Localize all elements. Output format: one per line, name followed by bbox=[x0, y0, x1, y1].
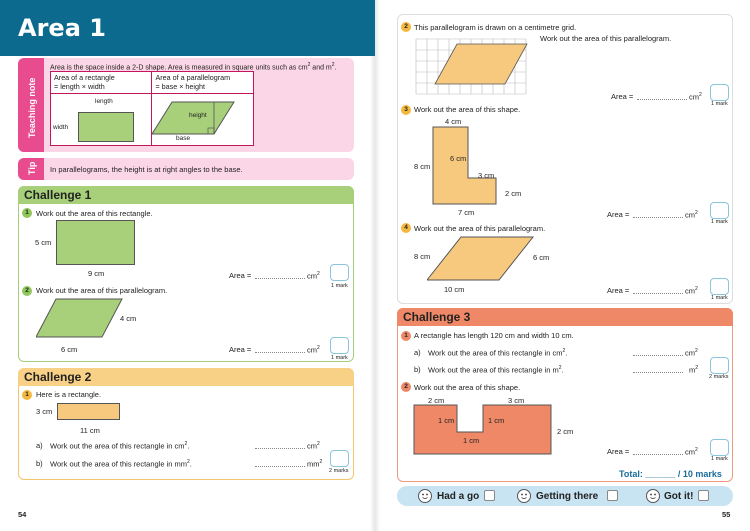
l-top-label: 4 cm bbox=[445, 117, 462, 126]
answer-label: Area = bbox=[229, 271, 252, 280]
c2-part-b: Work out the area of this rectangle in $mm^2$. bbox=[50, 459, 192, 469]
mark-label: 1 mark bbox=[711, 219, 728, 225]
title-text: Area 1 bbox=[18, 14, 106, 42]
unit-text: m bbox=[689, 365, 696, 375]
l-step-label: 2 cm bbox=[505, 189, 522, 198]
mark-box[interactable] bbox=[330, 264, 349, 281]
rect-diagram bbox=[78, 112, 134, 142]
intro-text: Area is the space inside a 2-D shape. Area is measured in square units such as cm bbox=[50, 64, 308, 72]
unit-cm2: $cm^2$ bbox=[685, 286, 698, 296]
mark-box[interactable] bbox=[330, 450, 349, 467]
c2-q1-text: Here is a rectangle. bbox=[36, 390, 102, 399]
unit-cm2: $cm^2$ bbox=[307, 441, 320, 451]
answer-label: Area = bbox=[607, 210, 630, 219]
c1-height-label: 5 cm bbox=[35, 238, 52, 247]
had-a-go-checkbox[interactable] bbox=[484, 490, 495, 501]
getting-there-checkbox[interactable] bbox=[607, 490, 618, 501]
part-b-label: b) bbox=[414, 365, 421, 374]
base-label: base bbox=[176, 135, 191, 142]
c1-width-label: 9 cm bbox=[88, 269, 105, 278]
mark-box[interactable] bbox=[710, 439, 729, 456]
para-formula bbox=[152, 72, 254, 94]
unit-text: cm bbox=[685, 210, 695, 220]
answer-line[interactable] bbox=[637, 99, 687, 100]
part-b-label: b) bbox=[36, 459, 43, 468]
c2-part-a-text: Work out the area of this rectangle in cm bbox=[50, 441, 185, 451]
q-number: 1 bbox=[401, 331, 411, 341]
l-bottom-label: 7 cm bbox=[458, 208, 475, 217]
unit-cm2: $cm^2$ bbox=[685, 210, 698, 220]
mark-label: 1 mark bbox=[711, 101, 728, 107]
unit-text: cm bbox=[307, 345, 317, 355]
c3-part-a-text: Work out the area of this rectangle in cm bbox=[428, 348, 563, 358]
intro-text-3: . bbox=[334, 64, 337, 72]
teaching-note-intro: Area is the space inside a 2-D shape. Area is measured in square units such as $cm^2$ and $m^2$. bbox=[50, 62, 337, 72]
mark-box[interactable] bbox=[330, 337, 349, 354]
unit-text: cm bbox=[689, 92, 699, 102]
rect-formula-line1: Area of a rectangle bbox=[54, 73, 115, 82]
mark-label: 2 marks bbox=[709, 374, 729, 380]
r-para-left: 8 cm bbox=[414, 252, 431, 261]
r-q2-text-2: Work out the area of this parallelogram. bbox=[540, 34, 672, 43]
r-parallelogram bbox=[427, 236, 535, 282]
unit-text: cm bbox=[685, 447, 695, 457]
mark-label: 1 mark bbox=[711, 456, 728, 462]
para-diagram bbox=[152, 97, 252, 147]
page-title bbox=[0, 0, 375, 56]
mark-label: 1 mark bbox=[331, 283, 348, 289]
r-para-base: 10 cm bbox=[444, 285, 465, 294]
unit-text: cm bbox=[307, 271, 317, 281]
answer-line[interactable] bbox=[633, 355, 683, 356]
height-label: height bbox=[189, 112, 207, 119]
challenge1-title: Challenge 1 bbox=[18, 186, 354, 204]
u-label-2: 3 cm bbox=[508, 396, 525, 405]
u-shape bbox=[413, 404, 555, 456]
cm-grid bbox=[413, 36, 529, 96]
unit-cm2: $cm^2$ bbox=[307, 345, 320, 355]
c1-q1-text: Work out the area of this rectangle. bbox=[36, 209, 153, 218]
unit-text: cm bbox=[685, 286, 695, 296]
c3-part-a: Work out the area of this rectangle in $cm^2$. bbox=[428, 348, 568, 358]
mark-box[interactable] bbox=[710, 202, 729, 219]
l-inner-h-label: 3 cm bbox=[478, 171, 495, 180]
para-formula-line1: Area of a parallelogram bbox=[155, 73, 231, 82]
unit-m2: $m^2$ bbox=[689, 365, 699, 375]
q-number: 4 bbox=[401, 223, 411, 233]
c1-q2-text: Work out the area of this parallelogram. bbox=[36, 286, 168, 295]
width-label: width bbox=[53, 124, 69, 131]
intro-text-2: and m bbox=[310, 64, 332, 72]
got-it-label: Got it! bbox=[664, 491, 694, 502]
answer-line[interactable] bbox=[633, 372, 683, 373]
answer-line[interactable] bbox=[633, 293, 683, 294]
answer-line[interactable] bbox=[255, 448, 305, 449]
c1-para-height: 4 cm bbox=[120, 314, 137, 323]
c3-part-b-text: Work out the area of this rectangle in m bbox=[428, 365, 559, 375]
r-q2-text: This parallelogram is drawn on a centimetre grid. bbox=[414, 23, 577, 32]
answer-label: Area = bbox=[607, 286, 630, 295]
q-number: 2 bbox=[401, 382, 411, 392]
mark-box[interactable] bbox=[710, 357, 729, 374]
answer-line[interactable] bbox=[633, 454, 683, 455]
page-number-right: 55 bbox=[722, 510, 731, 519]
c2-part-a: Work out the area of this rectangle in $cm^2$. bbox=[50, 441, 190, 451]
unit-cm2: $cm^2$ bbox=[689, 92, 702, 102]
mark-box[interactable] bbox=[710, 278, 729, 295]
c3-q2-text: Work out the area of this shape. bbox=[414, 383, 521, 392]
u-label-6: 1 cm bbox=[463, 436, 480, 445]
c2-width-label: 11 cm bbox=[80, 426, 100, 435]
r-para-height: 6 cm bbox=[533, 253, 550, 262]
unit-text: cm bbox=[307, 441, 317, 451]
q-number: 1 bbox=[22, 390, 32, 400]
q-number: 1 bbox=[22, 208, 32, 218]
u-label-3: 1 cm bbox=[438, 416, 455, 425]
l-inner-v-label: 6 cm bbox=[450, 154, 467, 163]
unit-text: cm bbox=[685, 348, 695, 358]
u-label-5: 2 cm bbox=[557, 427, 574, 436]
length-label: length bbox=[95, 98, 113, 105]
challenge3-title: Challenge 3 bbox=[397, 308, 733, 326]
r-q3-text: Work out the area of this shape. bbox=[414, 105, 521, 114]
teaching-note-label: Teaching note bbox=[27, 77, 37, 138]
c1-para-base: 6 cm bbox=[61, 345, 78, 354]
q-number: 2 bbox=[22, 286, 32, 296]
c1-rectangle bbox=[56, 220, 135, 265]
answer-label: Area = bbox=[229, 345, 252, 354]
q-number: 2 bbox=[401, 22, 411, 32]
c2-rectangle bbox=[57, 403, 120, 420]
para-formula-line2: = base × height bbox=[155, 82, 205, 91]
answer-line[interactable] bbox=[255, 466, 305, 467]
l-shape bbox=[432, 126, 504, 206]
smiley-icon bbox=[418, 489, 432, 503]
total-marks: Total: ______ / 10 marks bbox=[619, 469, 722, 479]
challenge2-title: Challenge 2 bbox=[18, 368, 354, 386]
part-a-label: a) bbox=[36, 441, 43, 450]
q-number: 3 bbox=[401, 105, 411, 115]
unit-cm2: $cm^2$ bbox=[307, 271, 320, 281]
c3-part-b: Work out the area of this rectangle in $m^2$. bbox=[428, 365, 564, 375]
part-a-label: a) bbox=[414, 348, 421, 357]
page-number-left: 54 bbox=[18, 510, 27, 519]
getting-there-label: Getting there bbox=[536, 491, 599, 502]
page-gutter bbox=[370, 0, 380, 531]
unit-mm2: $mm^2$ bbox=[307, 459, 323, 469]
smiley-icon bbox=[646, 489, 660, 503]
had-a-go-label: Had a go bbox=[437, 491, 480, 502]
mark-label: 2 marks bbox=[329, 468, 349, 474]
tip-label: Tip bbox=[27, 161, 37, 175]
answer-line[interactable] bbox=[633, 217, 683, 218]
mark-box[interactable] bbox=[710, 84, 729, 101]
answer-line[interactable] bbox=[255, 278, 305, 279]
answer-label: Area = bbox=[607, 447, 630, 456]
got-it-checkbox[interactable] bbox=[698, 490, 709, 501]
rect-formula bbox=[51, 72, 152, 94]
unit-text: mm bbox=[307, 459, 320, 469]
c2-height-label: 3 cm bbox=[36, 407, 53, 416]
c3-q1-text: A rectangle has length 120 cm and width 10 cm. bbox=[414, 331, 574, 340]
l-left-label: 8 cm bbox=[414, 162, 431, 171]
mark-label: 1 mark bbox=[331, 355, 348, 361]
mark-label: 1 mark bbox=[711, 295, 728, 301]
u-label-4: 1 cm bbox=[488, 416, 505, 425]
smiley-icon bbox=[517, 489, 531, 503]
c1-parallelogram bbox=[36, 298, 126, 340]
u-label-1: 2 cm bbox=[428, 396, 445, 405]
unit-cm2: $cm^2$ bbox=[685, 447, 698, 457]
answer-line[interactable] bbox=[255, 352, 305, 353]
unit-cm2: $cm^2$ bbox=[685, 348, 698, 358]
answer-label: Area = bbox=[611, 92, 634, 101]
tip-text: In parallelograms, the height is at right angles to the base. bbox=[50, 165, 243, 174]
rect-formula-line2: = length × width bbox=[54, 82, 105, 91]
c2-part-b-text: Work out the area of this rectangle in mm bbox=[50, 459, 188, 469]
r-q4-text: Work out the area of this parallelogram. bbox=[414, 224, 546, 233]
